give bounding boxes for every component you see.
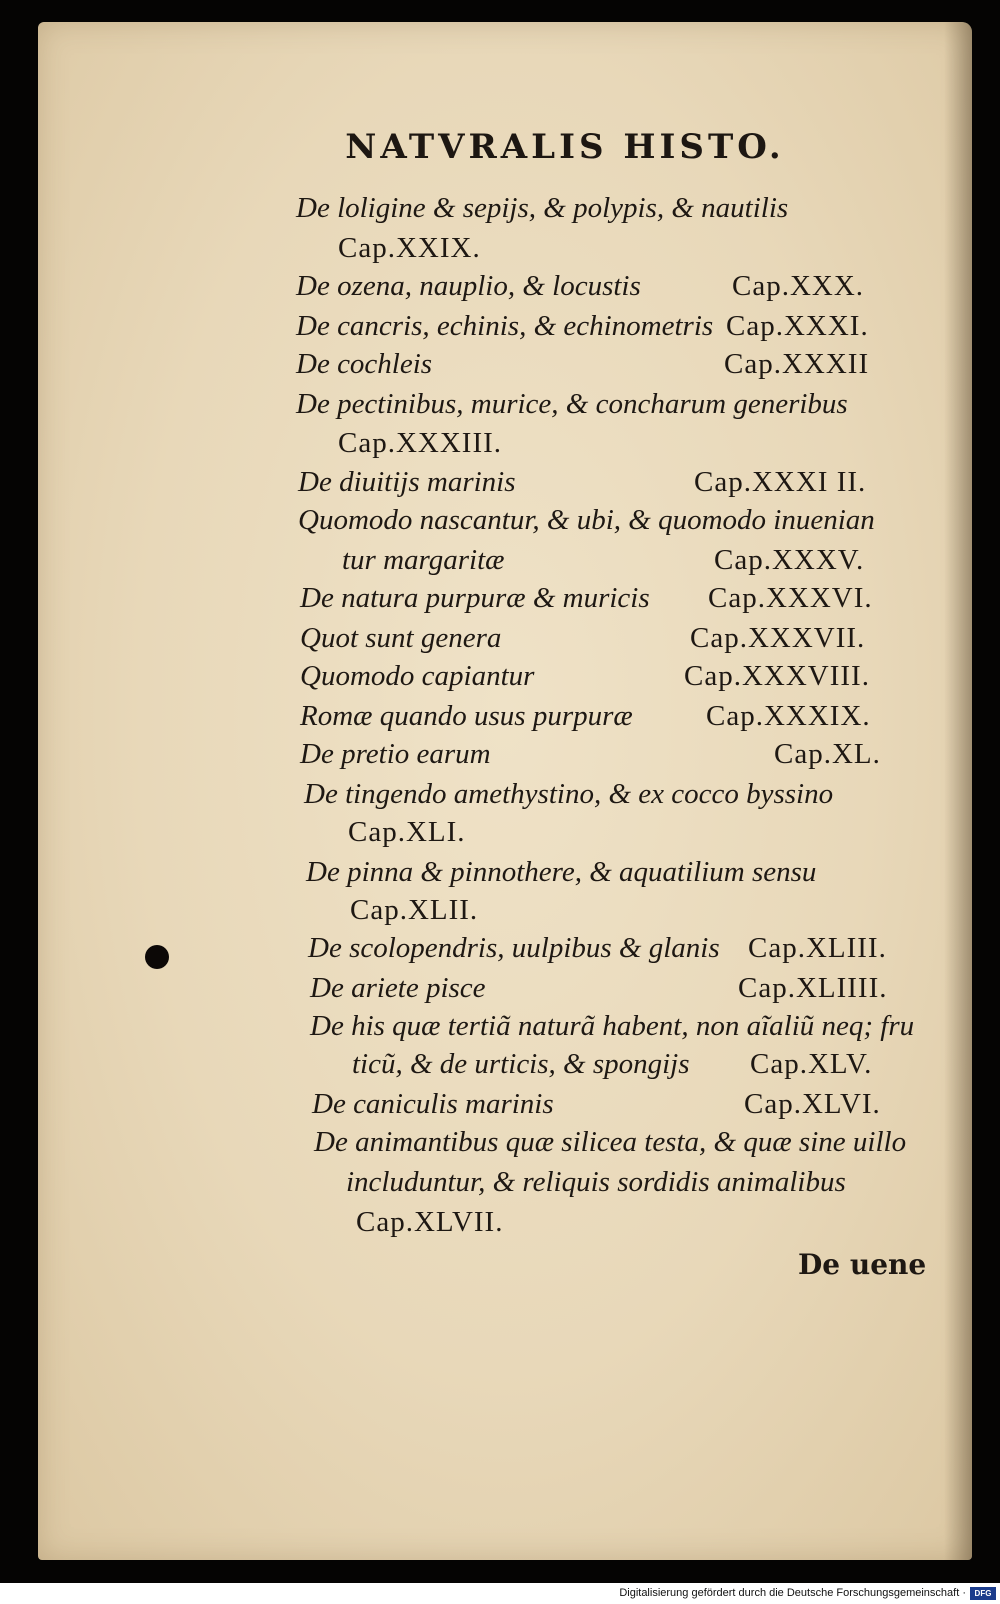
entry-title: Romæ quando usus purpuræ [300, 700, 633, 732]
entry-title: ticũ, & de urticis, & spongijs [352, 1048, 690, 1080]
entry-title: Quot sunt genera [300, 622, 502, 654]
entry-title: De diuitijs marinis [298, 466, 516, 498]
entry-chapter: Cap.XLII. [350, 894, 479, 926]
entry-title: De tingendo amethystino, & ex cocco byssino [304, 778, 834, 810]
entry-title: De pectinibus, murice, & concharum generibus [296, 388, 848, 420]
entry-title: De pretio earum [300, 738, 491, 770]
footer-credit: Digitalisierung gefördert durch die Deutsche Forschungsgemeinschaft · [619, 1587, 966, 1599]
entry-title: De caniculis marinis [312, 1088, 554, 1120]
entry-title: De ariete pisce [310, 972, 486, 1004]
table-of-contents [38, 22, 972, 1560]
entry-chapter: Cap.XXXI. [726, 310, 869, 342]
entry-chapter: Cap.XLI. [348, 816, 466, 848]
entry-chapter: Cap.XL. [774, 738, 881, 770]
entry-chapter: Cap.XXXI II. [694, 466, 867, 498]
book-page [38, 22, 972, 1560]
entry-title: De cancris, echinis, & echinometris [296, 310, 714, 342]
entry-title: Quomodo capiantur [300, 660, 535, 692]
entry-chapter: Cap.XLV. [750, 1048, 873, 1080]
entry-chapter: Cap.XLVI. [744, 1088, 881, 1120]
entry-title: Quomodo nascantur, & ubi, & quomodo inuenian [298, 504, 875, 536]
entry-title: De cochleis [296, 348, 433, 380]
entry-chapter: Cap.XXXV. [714, 544, 865, 576]
entry-chapter: Cap.XXXIX. [706, 700, 871, 732]
entry-title: De his quæ tertiã naturã habent, non aĩaliũ neq; fru [310, 1010, 915, 1042]
entry-title: De loligine & sepijs, & polypis, & nautilis [296, 192, 789, 224]
entry-chapter: Cap.XXXVI. [708, 582, 873, 614]
running-head: NATVRALIS HISTO. [345, 127, 785, 167]
entry-title: De scolopendris, uulpibus & glanis [308, 932, 720, 964]
entry-title: De ozena, nauplio, & locustis [296, 270, 641, 302]
entry-chapter: Cap.XLVII. [356, 1206, 504, 1238]
entry-chapter: Cap.XXXIII. [338, 427, 503, 459]
catchword: De uene [798, 1248, 927, 1281]
entry-chapter: Cap.XXXVII. [690, 622, 866, 654]
entry-chapter: Cap.XLIII. [748, 932, 887, 964]
entry-chapter: Cap.XXX. [732, 270, 865, 302]
digitization-footer [0, 1583, 1000, 1604]
entry-chapter: Cap.XXXII [724, 348, 870, 380]
entry-chapter: Cap.XXIX. [338, 232, 481, 264]
dfg-logo-icon[interactable]: DFG [970, 1587, 996, 1600]
entry-title: De animantibus quæ silicea testa, & quæ sine uillo [314, 1126, 907, 1158]
entry-title: includuntur, & reliquis sordidis animalibus [346, 1166, 846, 1198]
entry-title: De pinna & pinnothere, & aquatilium sensu [306, 856, 817, 888]
entry-chapter: Cap.XLIIII. [738, 972, 888, 1004]
entry-title: De natura purpuræ & muricis [300, 582, 650, 614]
entry-chapter: Cap.XXXVIII. [684, 660, 870, 692]
entry-title: tur margaritæ [342, 544, 505, 576]
